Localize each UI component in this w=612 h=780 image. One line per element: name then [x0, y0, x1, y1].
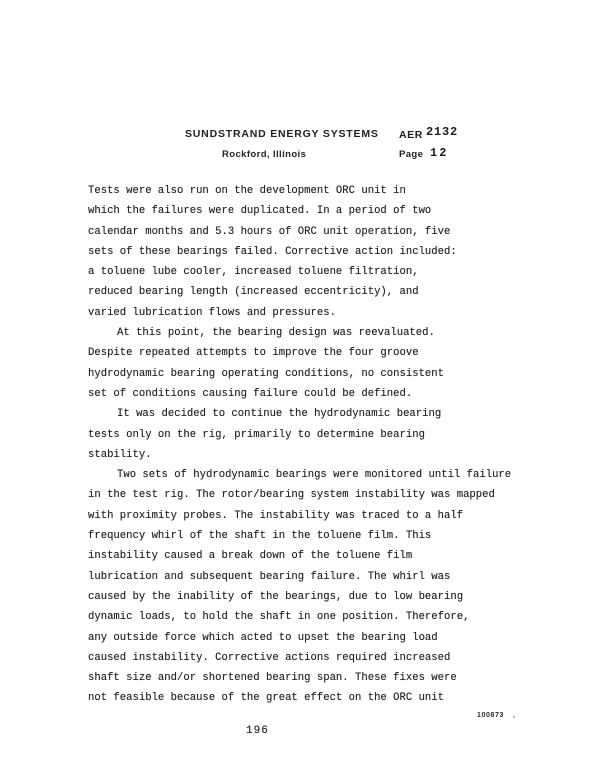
text-line: any outside force which acted to upset the bearing load — [88, 631, 438, 644]
text-line: frequency whirl of the shaft in the toluene film. This — [88, 530, 432, 543]
text-line: caused by the inability of the bearings, due to low bearing — [88, 590, 464, 603]
text-line: stability. — [88, 448, 152, 461]
footer-page-number: 196 — [246, 725, 269, 737]
letterhead-company-name: SUNDSTRAND ENERGY SYSTEMS — [185, 128, 379, 140]
text-line: shaft size and/or shortened bearing span. These fixes were — [88, 672, 457, 685]
letterhead-location: Rockford, Illinois — [222, 149, 307, 160]
header-page-label: Page — [399, 149, 424, 160]
text-line: It was decided to continue the hydrodynamic bearing — [117, 408, 442, 421]
text-line: a toluene lube cooler, increased toluene filtration, — [88, 266, 419, 279]
text-line: At this point, the bearing design was reevaluated. — [117, 327, 435, 340]
text-line: lubrication and subsequent bearing failure. The whirl was — [88, 570, 451, 583]
doc-reference-label: AER — [399, 129, 423, 141]
text-line: in the test rig. The rotor/bearing system instability was mapped — [88, 489, 495, 502]
text-line: caused instability. Corrective actions required increased — [88, 651, 451, 664]
document-body — [88, 181, 528, 709]
text-line: Two sets of hydrodynamic bearings were monitored until failure — [117, 469, 512, 482]
text-line: not feasible because of the great effect on the ORC unit — [88, 692, 445, 705]
text-line: Despite repeated attempts to improve the four groove — [88, 347, 419, 360]
text-line: instability caused a break down of the toluene film — [88, 550, 413, 563]
header-page-number: 12 — [430, 146, 449, 160]
text-line: tests only on the rig, primarily to determine bearing — [88, 428, 425, 441]
text-line: reduced bearing length (increased eccentricity), and — [88, 286, 419, 299]
text-line: Tests were also run on the development ORC unit in — [88, 185, 406, 197]
text-line: calendar months and 5.3 hours of ORC unit operation, five — [88, 225, 451, 238]
text-line: varied lubrication flows and pressures. — [88, 306, 336, 319]
footer-stamp-number: 100873 — [477, 712, 504, 719]
footer-stamp — [477, 712, 516, 719]
footer-stamp-mark: , — [512, 712, 516, 719]
doc-reference-number: 2132 — [426, 125, 459, 139]
text-line: set of conditions causing failure could be defined. — [88, 387, 413, 400]
text-line: with proximity probes. The instability was traced to a half — [88, 509, 464, 522]
text-line: dynamic loads, to hold the shaft in one position. Therefore, — [88, 611, 470, 624]
text-line: hydrodynamic bearing operating conditions, no consistent — [88, 367, 445, 380]
text-line: which the failures were duplicated. In a period of two — [88, 205, 432, 218]
text-line: sets of these bearings failed. Corrective action included: — [88, 245, 457, 258]
